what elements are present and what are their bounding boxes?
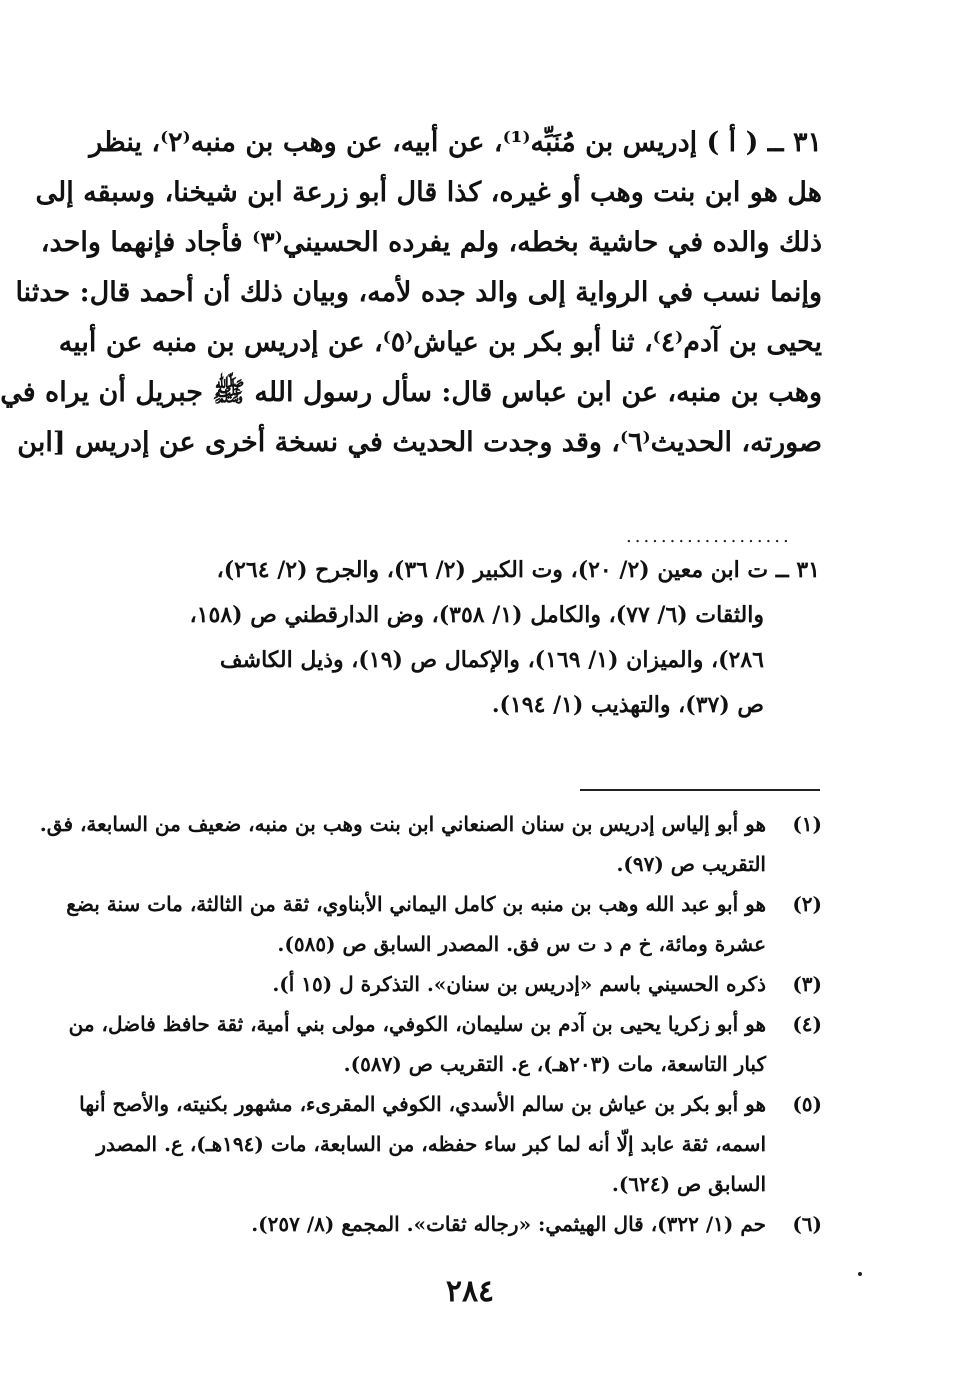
footnote-divider <box>580 789 820 791</box>
sources-line: ٣١ ــ ت ابن معين (٢/ ٢٠)، وت الكبير (٢/ ٣٦)، والجرح (٢/ ٢٦٤)، <box>216 557 820 583</box>
footnote-number: (٣) <box>792 972 822 996</box>
main-text-line: ٣١ ــ ( أ ) إدريس بن مُنَبِّه⁽¹⁾، عن أبيه، عن وهب بن منبه⁽٢⁾، ينظر <box>89 127 822 158</box>
footnote-4 <box>70 1004 822 1084</box>
footnote-text: اسمه، ثقة عابد إلّا أنه لما كبر ساء حفظه، من السابعة، مات (١٩٤هـ)، ع. المصدر <box>96 1132 766 1156</box>
sources-line: والثقات (٦/ ٧٧)، والكامل (١/ ٣٥٨)، وض الدارقطني ص (١٥٨، <box>189 602 764 628</box>
footnote-text: التقريب ص (٩٧). <box>616 852 766 876</box>
footnote-number: (٤) <box>792 1012 822 1036</box>
sources-line: ٢٨٦)، والميزان (١/ ١٦٩)، والإكمال ص (١٩)، وذيل الكاشف <box>219 647 764 673</box>
footnote-2 <box>66 884 822 964</box>
footnotes <box>39 804 822 1244</box>
sources-line: ص (٣٧)، والتهذيب (١/ ١٩٤). <box>491 692 764 718</box>
footnote-1 <box>39 804 822 884</box>
footnote-number: (٥) <box>792 1092 822 1116</box>
footnote-3 <box>70 964 822 1004</box>
footnote-6 <box>70 1204 822 1244</box>
footnote-text: كبار التاسعة، مات (٢٠٣هـ)، ع. التقريب ص (٥٨٧). <box>343 1052 766 1076</box>
footnote-text: هو أبو زكريا يحيى بن آدم بن سليمان، الكوفي، مولى بني أمية، ثقة حافظ فاضل، من <box>68 1012 766 1036</box>
page-number: ٢٨٤ <box>445 1274 495 1309</box>
footnote-text: هو أبو عبد الله وهب بن منبه بن كامل اليماني الأبناوي، ثقة من الثالثة، مات سنة بضع <box>66 892 766 916</box>
footnote-text: عشرة ومائة، خ م د ت س فق. المصدر السابق ص (٥٨٥). <box>277 932 766 956</box>
footnote-number: (٦) <box>792 1212 822 1236</box>
print-speck <box>858 1272 862 1276</box>
footnote-text: ذكره الحسيني باسم «إدريس بن سنان». التذكرة ل (١٥ أ). <box>272 972 766 996</box>
footnote-5 <box>70 1084 822 1204</box>
footnote-text: حم (١/ ٣٢٢)، قال الهيثمي: «رجاله ثقات». المجمع (٨/ ٢٥٧). <box>251 1212 766 1236</box>
main-text-line: وهب بن منبه، عن ابن عباس قال: سأل رسول الله ﷺ جبريل أن يراه في <box>0 377 822 408</box>
main-text-line: وإنما نسب في الرواية إلى والد جده لأمه، وبيان ذلك أن أحمد قال: حدثنا <box>15 277 822 308</box>
dotted-separator: ................... <box>626 526 792 547</box>
footnote-text: السابق ص (٦٢٤). <box>611 1172 766 1196</box>
footnote-text: هو أبو إلياس إدريس بن سنان الصنعاني ابن بنت وهب بن منبه، ضعيف من السابعة، فق. <box>39 812 766 836</box>
main-text <box>0 118 822 468</box>
sources-block <box>70 548 820 728</box>
footnote-text: هو أبو بكر بن عياش بن سالم الأسدي، الكوفي المقرىء، مشهور بكنيته، والأصح أنها <box>79 1092 766 1116</box>
footnote-number: (١) <box>792 812 822 836</box>
main-text-line: هل هو ابن بنت وهب أو غيره، كذا قال أبو زرعة ابن شيخنا، وسبقه إلى <box>35 177 822 208</box>
footnote-number: (٢) <box>792 892 822 916</box>
main-text-line: صورته، الحديث⁽٦⁾، وقد وجدت الحديث في نسخة أخرى عن إدريس [ابن <box>17 427 822 458</box>
main-text-line: يحيى بن آدم⁽٤⁾، ثنا أبو بكر بن عياش⁽٥⁾، عن إدريس بن منبه عن أبيه <box>58 327 822 358</box>
main-text-line: ذلك والده في حاشية بخطه، ولم يفرده الحسيني⁽٣⁾ فأجاد فإنهما واحد، <box>40 227 822 258</box>
